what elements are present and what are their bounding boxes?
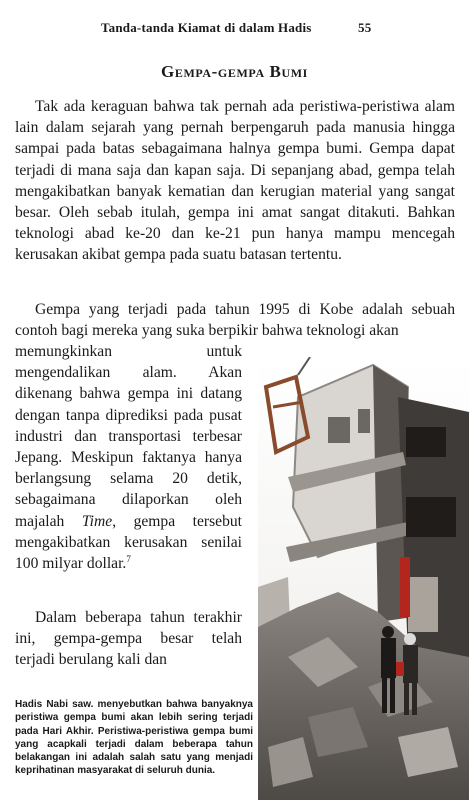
footnote-marker: 7	[126, 553, 131, 564]
magazine-title: Time	[81, 512, 113, 530]
body-paragraph-1: Tak ada keraguan bahwa tak pernah ada peristiwa-peristiwa alam lain dalam sejarah yang pernah berpengaruh pada manusia hingga sampai pada batas sebagaimana halnya gempa bumi. Gempa dapat terjadi di mana saja dan kapan saja. Di sepanjang abad, gempa telah mengakibatkan banyak kematian dan kerugian material yang sangat besar. Oleh sebab itulah, gempa ini amat sangat ditakuti. Bahkan teknologi abad ke-20 dan ke-21 pun hanya mampu mencegah kerusakan akibat gempa pada suatu batasan tertentu.	[15, 98, 455, 264]
earthquake-rubble-photo	[258, 357, 469, 800]
page-number: 55	[358, 20, 372, 35]
body-paragraph-3	[15, 341, 242, 574]
body-paragraph-4: Dalam beberapa tahun terakhir ini, gempa-gempa besar telah terjadi berulang kali dan	[15, 609, 242, 669]
body-paragraph-2: Gempa yang terjadi pada tahun 1995 di Kobe adalah sebuah contoh bagi mereka yang suka berpikir bahwa teknologi akan	[15, 301, 455, 340]
running-title: Tanda-tanda Kiamat di dalam Hadis	[101, 20, 312, 35]
section-heading: Gempa-gempa Bumi	[161, 62, 308, 81]
paragraph-3-text-b: , gempa tersebut mengakibatkan kerusakan senilai 100 milyar dollar.	[15, 512, 242, 573]
paragraph-3-text-a: memungkinkan untuk mengendalikan alam. Akan dikenang bahwa gempa ini datang dengan tanpa diprediksi pada pusat industri dan transportasi terbesar Jepang. Meskipun faktanya hanya berlangsung selama 20 detik, sebagaimana dilaporkan oleh majalah	[15, 343, 242, 530]
photo-caption: Hadis Nabi saw. menyebutkan bahwa banyaknya peristiwa gempa bumi akan lebih sering terjadi pada Hari Akhir. Peristiwa-peristiwa gempa bumi yang acapkali terjadi dalam beberapa tahun belakangan ini adalah salah satu yang menjadi keprihatinan masyarakat di seluruh dunia.	[15, 699, 253, 777]
